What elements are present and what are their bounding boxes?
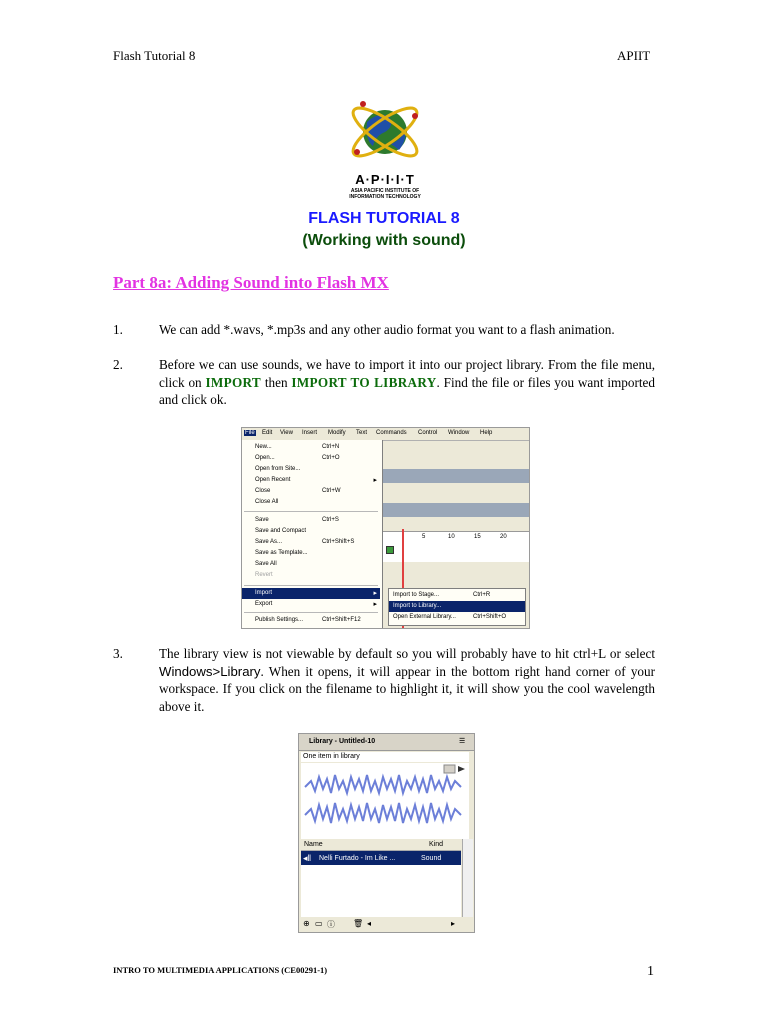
menu-item-save-as-template: Save as Template... [255,550,308,556]
menu-item-revert: Revert [255,572,273,578]
menu-item-save-all: Save All [255,561,277,567]
column-kind-header: Kind [429,841,444,848]
library-row-selected[interactable] [301,851,461,865]
library-title-bar [299,734,474,751]
item-2-text-c: . Find the file or files you want imported and click ok. [159,374,655,407]
flash-file-menu-screenshot [241,427,530,629]
item-3-text [159,645,655,715]
timeline-tick: 5 [422,534,426,540]
menu-item-save: Save Ctrl+S [255,517,339,523]
properties-icon[interactable]: ⓘ [327,920,335,929]
menubar-window: Window [448,430,470,436]
menu-item-close-all: Close All [255,499,279,505]
menu-item-close: Close Ctrl+W [255,488,341,494]
item-2-text [159,356,655,409]
menubar-commands: Commands [376,430,407,436]
item-2-text-a: Before we can use sounds, we have to import it into our project library. From the file menu, click on [159,357,655,390]
library-title: Library - Untitled-10 [309,738,376,745]
library-row-kind: Sound [421,855,442,862]
document-title: FLASH TUTORIAL 8 [308,210,460,227]
menu-separator [244,612,378,613]
footer-course: INTRO TO MULTIMEDIA APPLICATIONS (CE00291-1) [113,965,328,975]
scroll-left-icon[interactable]: ◂ [367,919,372,928]
item-3-number: 3. [113,646,123,661]
logo-wordmark: A·P·I·I·T [355,172,415,187]
menubar-modify: Modify [328,430,346,436]
header-left: Flash Tutorial 8 [113,48,196,63]
menubar-view: View [280,430,293,436]
menu-item-open: Open... Ctrl+O [255,455,340,461]
item-1-text: We can add *.wavs, *.mp3s and any other audio format you want to a flash animation. [159,322,615,337]
submenu-item-import-to-stage: Import to Stage... Ctrl+R [393,592,491,598]
library-item-count: One item in library [301,752,469,762]
workspace-timeline-bar [382,503,529,517]
library-panel-screenshot [298,733,475,933]
section-heading: Part 8a: Adding Sound into Flash MX [113,273,389,292]
scroll-right-icon[interactable]: ▸ [451,919,456,928]
new-symbol-icon[interactable]: ⊕ [303,919,310,928]
import-to-library-keyword: IMPORT TO LIBRARY [291,374,437,390]
library-footer-toolbar [301,918,472,930]
logo-line-1: ASIA PACIFIC INSTITUTE OF [350,188,420,194]
menubar-file: File [245,430,255,436]
waveform-graphic [301,763,469,839]
windows-library-path: Windows>Library [159,663,261,679]
play-icon [458,766,465,772]
panel-options-icon: ☰ [459,738,466,745]
timeline-tick: 15 [474,534,481,540]
submenu-item-open-external-library: Open External Library... Ctrl+Shift+O [393,614,507,620]
file-menu [242,440,383,628]
submenu-arrow-icon: ▸ [373,601,377,608]
workspace-panel-bar [382,469,529,483]
menu-item-open-recent: Open Recent ▸ [255,477,377,484]
item-2-text-b: then [261,374,292,390]
timeline-tick: 10 [448,534,455,540]
menu-item-save-and-compact: Save and Compact [255,528,307,534]
column-name-header: Name [304,841,323,848]
menu-separator [244,585,378,586]
document-subtitle: (Working with sound) [302,232,466,249]
library-side-buttons [462,839,473,917]
item-2-number: 2. [113,357,123,372]
submenu-arrow-icon: ▸ [373,477,377,484]
menu-item-publish-settings: Publish Settings... Ctrl+Shift+F12 [255,617,361,623]
apiit-logo [335,92,435,210]
keyframe-icon [386,546,394,554]
menubar-help: Help [480,430,493,436]
menubar-text: Text [356,430,368,436]
logo-line-2: INFORMATION TECHNOLOGY [349,194,421,200]
item-1-number: 1. [113,322,123,337]
library-list-area [301,865,461,917]
stop-icon [444,765,455,773]
menu-item-new: New... Ctrl+N [255,444,340,450]
item-3-text-b: . When it opens, it will appear in the bottom right hand corner of your workspace. If you click on the filename to highlight it, it will show you the cool wavelength above it. [159,663,655,714]
menubar-edit: Edit [262,430,273,436]
menubar-insert: Insert [302,430,318,436]
import-keyword: IMPORT [205,374,262,390]
library-column-headers [301,839,461,851]
timeline [382,531,529,562]
menu-item-save-as: Save As... Ctrl+Shift+S [255,539,355,545]
library-row-name: Nelli Furtado - Im Like ... [319,855,396,862]
menu-item-open-from-site: Open from Site... [255,466,301,472]
timeline-tick: 20 [500,534,507,540]
submenu-arrow-icon: ▸ [373,590,377,597]
menu-separator [244,511,378,512]
header-right: APIIT [617,48,651,63]
waveform-preview [301,763,469,839]
page-number: 1 [647,964,654,979]
menu-item-import: Import ▸ [242,588,380,599]
menu-item-export: Export ▸ [255,601,377,608]
new-folder-icon[interactable]: ▭ [315,919,323,928]
delete-icon[interactable]: 🗑 [353,919,364,928]
submenu-item-import-to-library: Import to Library... [389,601,525,612]
item-3-text-a: The library view is not viewable by default so you will probably have to hit ctrl+L or select [159,646,655,661]
menubar-control: Control [418,430,438,436]
sound-icon: ◂‖ [303,853,312,863]
import-submenu [388,588,526,626]
